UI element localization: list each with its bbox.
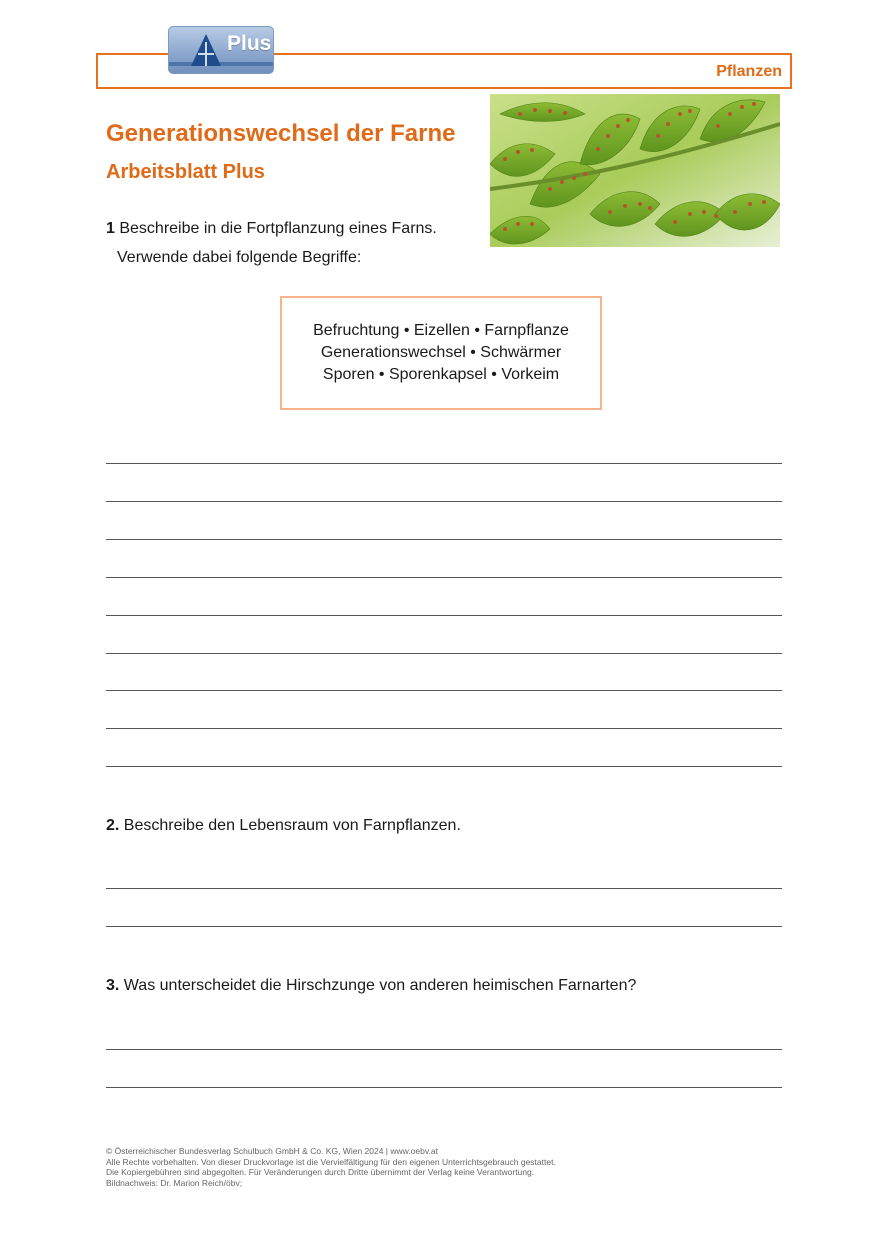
terms-line-3: Sporen • Sporenkapsel • Vorkeim xyxy=(322,366,560,383)
footer-rights: Alle Rechte vorbehalten. Von dieser Druckvorlage ist die Vervielfältigung für den eigenen Unterrichtsgebrauch gestattet. xyxy=(106,1156,556,1167)
plus-logo xyxy=(168,26,274,74)
page-title: Generationswechsel der Farne xyxy=(106,120,456,147)
answer-line[interactable] xyxy=(106,690,782,691)
page-subtitle: Arbeitsblatt Plus xyxy=(106,161,265,183)
answer-line[interactable] xyxy=(106,463,782,464)
task-2-number: 2. xyxy=(106,817,120,834)
task-1-instruction: Verwende dabei folgende Begriffe: xyxy=(117,249,362,266)
answer-line[interactable] xyxy=(106,577,782,578)
logo-text: Plus xyxy=(227,32,272,55)
footer-fees: Die Kopiergebühren sind abgegolten. Für Veränderungen durch Dritte übernimmt der Verlag keine Verantwortung. xyxy=(106,1167,535,1177)
task-1-text: Beschreibe in die Fortpflanzung eines Farns. xyxy=(114,220,437,237)
answer-line[interactable] xyxy=(106,728,782,729)
section-label: Pflanzen xyxy=(716,63,782,80)
answer-line[interactable] xyxy=(106,888,782,889)
fern-photo xyxy=(490,94,780,247)
triangle-logo-icon xyxy=(189,32,223,68)
answer-line[interactable] xyxy=(106,539,782,540)
task-1 xyxy=(106,220,437,238)
footer-copyright: © Österreichischer Bundesverlag Schulbuch GmbH & Co. KG, Wien 2024 | www.oebv.at xyxy=(106,1146,438,1156)
answer-line[interactable] xyxy=(106,1049,782,1050)
task-2-text: Beschreibe den Lebensraum von Farnpflanzen. xyxy=(119,817,461,834)
answer-line[interactable] xyxy=(106,926,782,927)
terms-line-2: Generationswechsel • Schwärmer xyxy=(320,344,562,361)
task-3-text: Was unterscheidet die Hirschzunge von anderen heimischen Farnarten? xyxy=(119,977,637,994)
footer-credits: Bildnachweis: Dr. Marion Reich/öbv; xyxy=(106,1177,243,1188)
task-3 xyxy=(106,977,636,995)
fern-leaf-icon xyxy=(490,94,780,247)
answer-line[interactable] xyxy=(106,653,782,654)
footer xyxy=(106,1146,556,1188)
task-3-number: 3. xyxy=(106,977,120,994)
task-2 xyxy=(106,817,461,835)
terms-line-1: Befruchtung • Eizellen • Farnpflanze xyxy=(313,322,569,339)
task-1-number: 1 xyxy=(106,220,115,237)
answer-line[interactable] xyxy=(106,615,782,616)
terms-box xyxy=(280,296,602,410)
answer-line[interactable] xyxy=(106,766,782,767)
answer-line[interactable] xyxy=(106,501,782,502)
answer-line[interactable] xyxy=(106,1087,782,1088)
